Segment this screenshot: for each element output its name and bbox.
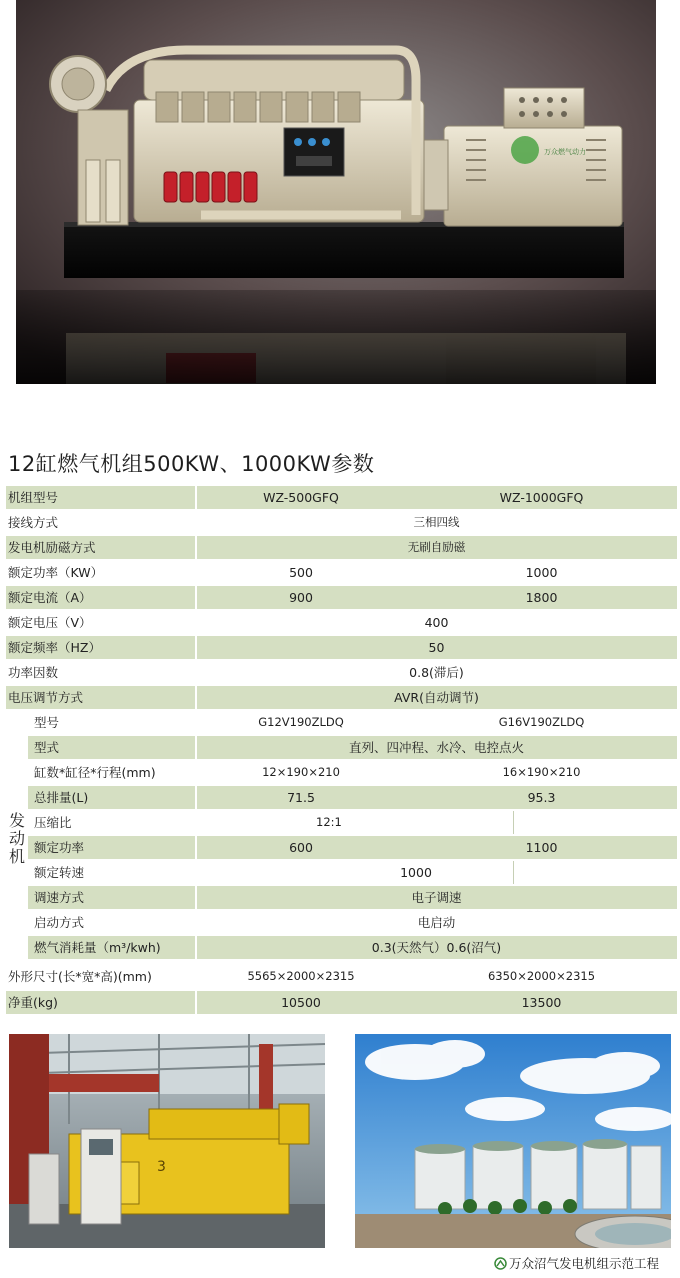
row-label: 额定功率 bbox=[34, 840, 85, 855]
row-value: 400 bbox=[424, 615, 449, 630]
page-title: 12缸燃气机组500KW、1000KW参数 bbox=[8, 452, 375, 476]
row-label: 缸数*缸径*行程(mm) bbox=[34, 765, 156, 780]
cell-500: 900 bbox=[289, 590, 313, 605]
logo-icon bbox=[494, 1257, 507, 1270]
row-value: 无刷自励磁 bbox=[407, 540, 466, 554]
table-row-power-factor bbox=[6, 661, 677, 684]
table-row-engine-type bbox=[28, 736, 677, 759]
row-label: 型式 bbox=[34, 740, 60, 755]
row-value: 0.3(天然气）0.6(沼气) bbox=[371, 940, 502, 955]
unit-number: 3 bbox=[157, 1159, 166, 1175]
row-value: AVR(自动调节) bbox=[394, 690, 479, 705]
biogas-plant-photo bbox=[355, 1034, 671, 1248]
table-row-model bbox=[6, 486, 677, 509]
row-value: 50 bbox=[428, 640, 445, 655]
row-label: 启动方式 bbox=[34, 915, 85, 930]
hero-logo-text: 万众燃气动力 bbox=[544, 148, 586, 156]
cell-1000: G16V190ZLDQ bbox=[498, 715, 585, 729]
row-label: 型号 bbox=[34, 715, 60, 730]
table-row-dimensions bbox=[6, 965, 677, 988]
caption-text: 万众沼气发电机组示范工程 bbox=[509, 1256, 660, 1271]
cell-1000: 16×190×210 bbox=[502, 765, 581, 779]
table-row-displacement bbox=[28, 786, 677, 809]
cell-1000: 1000 bbox=[525, 565, 558, 580]
table-row-gas-consumption bbox=[28, 936, 677, 959]
table-row-rated-power bbox=[6, 561, 677, 584]
model-500: WZ-500GFQ bbox=[263, 490, 339, 505]
table-row-rated-voltage bbox=[6, 611, 677, 634]
table-row-engine-model bbox=[6, 711, 677, 734]
row-label: 燃气消耗量（m³/kwh) bbox=[34, 940, 161, 955]
engine-group-text: 发动机 bbox=[9, 811, 26, 866]
plant-genset-photo bbox=[9, 1034, 325, 1248]
row-value: 电启动 bbox=[417, 915, 456, 930]
table-row-excitation bbox=[6, 536, 677, 559]
table-row-rated-frequency bbox=[6, 636, 677, 659]
row-label: 压缩比 bbox=[34, 815, 72, 830]
table-row-voltage-regulation bbox=[6, 686, 677, 709]
row-value: 电子调速 bbox=[411, 890, 462, 905]
row-label: 额定频率（HZ） bbox=[8, 640, 101, 655]
table-row-starting bbox=[6, 911, 677, 934]
cell-500: G12V190ZLDQ bbox=[258, 715, 344, 729]
row-label: 额定功率（KW） bbox=[8, 565, 104, 580]
row-label: 发电机励磁方式 bbox=[8, 540, 96, 555]
cell-500: 500 bbox=[289, 565, 313, 580]
row-label: 接线方式 bbox=[8, 515, 59, 530]
cell-1000: 95.3 bbox=[527, 790, 556, 805]
row-label: 额定电流（A） bbox=[8, 590, 92, 605]
logo-icon bbox=[511, 136, 539, 164]
hero-genset-photo bbox=[16, 0, 656, 384]
cell-500: 12×190×210 bbox=[262, 765, 340, 779]
row-value: 直列、四冲程、水冷、电控点火 bbox=[348, 740, 524, 755]
cell-500: 71.5 bbox=[287, 790, 315, 805]
cell-1000: 1800 bbox=[525, 590, 558, 605]
row-value: 0.8(滞后) bbox=[409, 665, 464, 680]
photo-caption bbox=[494, 1254, 659, 1272]
table-row-speed bbox=[6, 861, 677, 884]
row-label: 额定转速 bbox=[34, 865, 85, 880]
row-label: 电压调节方式 bbox=[8, 690, 84, 705]
cell-500: 5565×2000×2315 bbox=[247, 969, 355, 983]
row-label: 外形尺寸(长*宽*高)(mm) bbox=[8, 969, 152, 984]
cell-1000: 6350×2000×2315 bbox=[487, 969, 596, 983]
cell-1000: 1100 bbox=[525, 840, 558, 855]
table-row-weight bbox=[6, 991, 677, 1014]
table-row-cylinders bbox=[6, 761, 677, 784]
row-value: 12:1 bbox=[316, 815, 342, 829]
row-label: 功率因数 bbox=[8, 665, 59, 680]
table-row-rated-current bbox=[6, 586, 677, 609]
row-value: 三相四线 bbox=[413, 515, 460, 529]
row-label: 总排量(L) bbox=[34, 790, 89, 805]
row-label: 调速方式 bbox=[34, 890, 85, 905]
table-row-governor bbox=[28, 886, 677, 909]
row-label: 机组型号 bbox=[8, 490, 59, 505]
row-value: 1000 bbox=[400, 865, 432, 880]
cell-500: 600 bbox=[289, 840, 313, 855]
model-1000: WZ-1000GFQ bbox=[499, 490, 584, 505]
cell-500: 10500 bbox=[281, 995, 321, 1010]
table-row-compression bbox=[6, 811, 677, 834]
row-label: 额定电压（V） bbox=[8, 615, 92, 630]
row-label: 净重(kg) bbox=[8, 995, 58, 1010]
cell-1000: 13500 bbox=[521, 995, 562, 1010]
table-row-wiring bbox=[6, 511, 677, 534]
table-row-engine-power bbox=[28, 836, 677, 859]
